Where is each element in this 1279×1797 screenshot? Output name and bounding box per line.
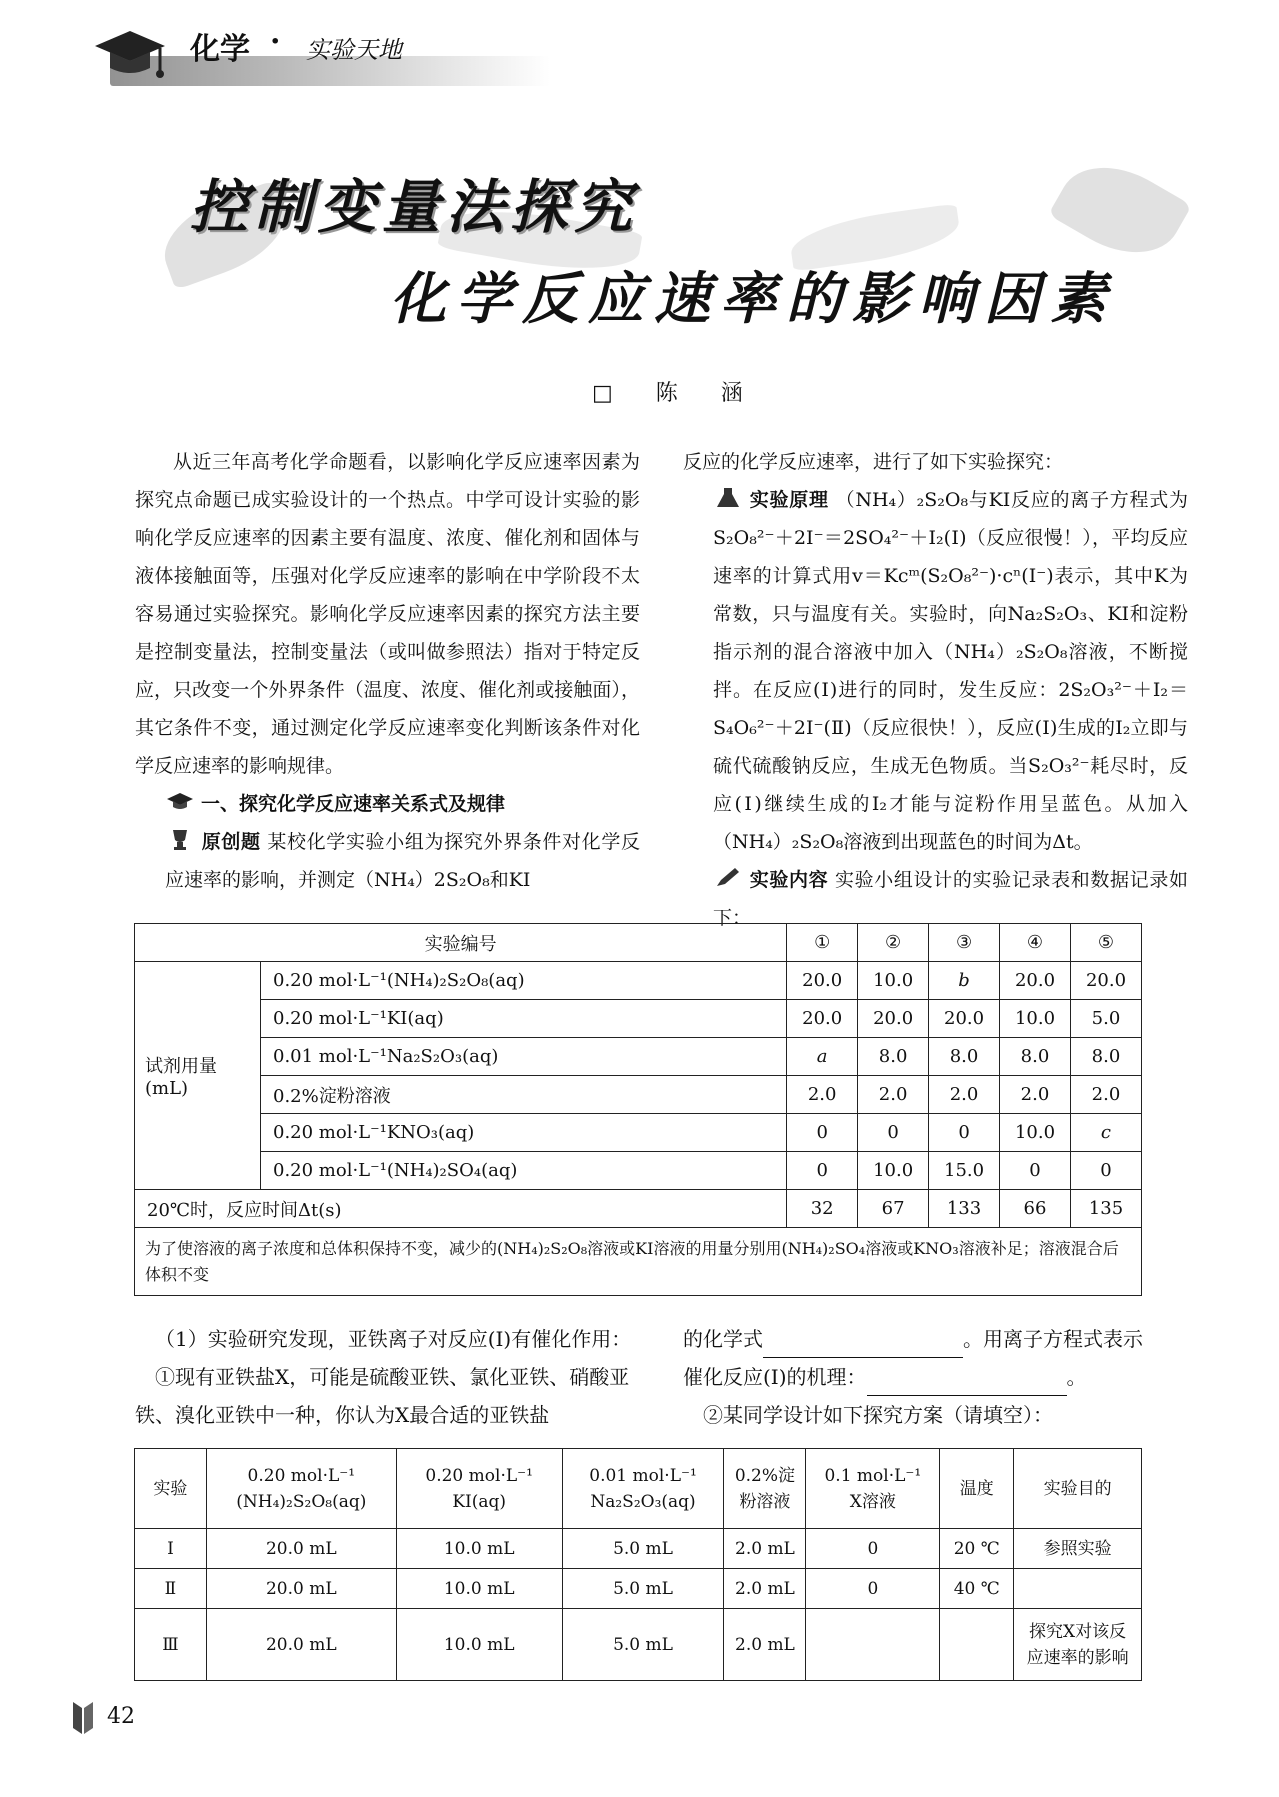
table-row — [135, 1609, 1142, 1681]
table-note: 为了使溶液的离子浓度和总体积保持不变，减少的(NH₄)₂S₂O₈溶液或KI溶液的用量分别用(NH₄)₂SO₄溶液或KNO₃溶液补足；溶液混合后体积不变 — [135, 1228, 1142, 1296]
answer-cell[interactable] — [940, 1609, 1014, 1681]
table-header-cell: 实验编号 — [135, 924, 787, 962]
question-line: 催化反应(Ⅰ)的机理： 。 — [683, 1358, 1188, 1396]
table-cell: 0 — [806, 1529, 940, 1569]
page-header — [90, 10, 1190, 100]
table-row — [135, 1569, 1142, 1609]
table-cell: 2.0 — [858, 1076, 929, 1114]
table-header-cell: ② — [858, 924, 929, 962]
table-cell: 5.0 mL — [562, 1609, 724, 1681]
table-header-cell: ⑤ — [1070, 924, 1141, 962]
table-cell: Ⅲ — [135, 1609, 207, 1681]
table-row — [135, 962, 1142, 1000]
problem-label: 原创题 — [201, 831, 261, 853]
table-cell: 20.0 mL — [206, 1529, 396, 1569]
table-cell: 8.0 — [1070, 1038, 1141, 1076]
author: □ 陈 涵 — [592, 381, 761, 406]
table-cell: 参照实验 — [1014, 1529, 1142, 1569]
table-cell: 0 — [787, 1114, 858, 1152]
intro-paragraph: 从近三年高考化学命题看，以影响化学反应速率因素为探究点命题已成实验设计的一个热点。中学可设计实验的影响化学反应速率的因素主要有温度、浓度、催化剂和固体与液体接触面等，压强对化学反应速率的影响在中学阶段不太容易通过实验探究。影响化学反应速率因素的探究方法主要是控制变量法，控制变量法（或叫做参照法）指对于特定反应，只改变一个外界条件（温度、浓度、催化剂或接触面），其它条件不变，通过测定化学反应速率变化判断该条件对化学反应速率的影响规律。 — [135, 451, 640, 777]
question-line: 的化学式 。用离子方程式表示 — [683, 1320, 1188, 1358]
table-note-row — [135, 1228, 1142, 1296]
table-cell: 2.0 — [1070, 1076, 1141, 1114]
table-cell: 2.0 — [1000, 1076, 1071, 1114]
table-cell: 20.0 — [1070, 962, 1141, 1000]
answer-blank-mechanism[interactable] — [867, 1372, 1067, 1396]
table-cell: 10.0 mL — [396, 1609, 562, 1681]
table-cell: 8.0 — [929, 1038, 1000, 1076]
header-separator: · — [270, 24, 281, 59]
reagent-name: 0.20 mol·L⁻¹(NH₄)₂S₂O₈(aq) — [261, 962, 787, 1000]
table-header-cell: ④ — [1000, 924, 1071, 962]
page-footer — [70, 1698, 135, 1736]
table-cell: c — [1070, 1114, 1141, 1152]
graduation-cap-icon — [165, 790, 195, 814]
table-cell: a — [787, 1038, 858, 1076]
table-cell: 15.0 — [929, 1152, 1000, 1190]
graduation-cap-icon — [90, 16, 170, 96]
table-header-cell: 0.20 mol·L⁻¹ (NH₄)₂S₂O₈(aq) — [206, 1449, 396, 1529]
table-header-cell: ③ — [929, 924, 1000, 962]
table-header-cell: 0.20 mol·L⁻¹ KI(aq) — [396, 1449, 562, 1529]
table-cell: 2.0 — [787, 1076, 858, 1114]
question-line: ①现有亚铁盐X，可能是硫酸亚铁、氯化亚铁、硝酸亚铁、溴化亚铁中一种，你认为X最合适的亚铁盐 — [135, 1365, 630, 1427]
trophy-icon — [165, 828, 195, 852]
left-column — [135, 443, 640, 899]
book-icon — [70, 1698, 96, 1736]
table-cell: 5.0 mL — [562, 1529, 724, 1569]
content-text: 实验小组设计的实验记录表和数据记录如下： — [713, 869, 1188, 929]
table-cell: 0 — [1070, 1152, 1141, 1190]
flask-icon — [713, 486, 743, 510]
table-cell: 0 — [929, 1114, 1000, 1152]
table-cell: 20.0 — [1000, 962, 1071, 1000]
table-cell: 10.0 — [1000, 1114, 1071, 1152]
table-row — [135, 1000, 1142, 1038]
experiment-data-table — [134, 923, 1142, 1296]
table-cell: 20.0 — [929, 1000, 1000, 1038]
content-label: 实验内容 — [749, 869, 829, 891]
table-cell: 20.0 mL — [206, 1569, 396, 1609]
answer-cell[interactable] — [1014, 1569, 1142, 1609]
table-cell: 8.0 — [1000, 1038, 1071, 1076]
table-header-cell: 0.2%淀粉溶液 — [724, 1449, 806, 1529]
table-header-cell: 实验 — [135, 1449, 207, 1529]
table-cell: 2.0 — [929, 1076, 1000, 1114]
reagent-group-label: 试剂用量(mL) — [135, 962, 261, 1190]
reagent-name: 0.2%淀粉溶液 — [261, 1076, 787, 1114]
table-cell: 67 — [858, 1190, 929, 1228]
pen-icon — [713, 866, 743, 890]
experiment-plan-table — [134, 1448, 1142, 1681]
title-line-2: 化学反应速率的影响因素 — [390, 267, 1116, 332]
table-row — [135, 1152, 1142, 1190]
question-line: ②某同学设计如下探究方案（请填空）： — [703, 1403, 1053, 1427]
table-header-cell: 温度 — [940, 1449, 1014, 1529]
table-row-time — [135, 1190, 1142, 1228]
section-name: 化学 — [190, 32, 250, 67]
table-cell: 探究X对该反应速率的影响 — [1014, 1609, 1142, 1681]
page-number: 42 — [107, 1704, 135, 1729]
reagent-name: 0.20 mol·L⁻¹(NH₄)₂SO₄(aq) — [261, 1152, 787, 1190]
problem-text: 某校化学实验小组为探究外界条件对化学反应速率的影响，并测定（NH₄）2S₂O₈和KI — [165, 831, 640, 891]
table-cell: 0 — [806, 1569, 940, 1609]
reagent-name: 0.20 mol·L⁻¹KI(aq) — [261, 1000, 787, 1038]
answer-blank-formula[interactable] — [763, 1334, 963, 1358]
section-heading-1: 一、探究化学反应速率关系式及规律 — [165, 785, 640, 823]
table-cell: 2.0 mL — [724, 1529, 806, 1569]
title-line-1: 控制变量法探究 — [190, 173, 639, 241]
table-header-cell: ① — [787, 924, 858, 962]
question-right — [683, 1320, 1188, 1434]
table-header-cell: 0.1 mol·L⁻¹ X溶液 — [806, 1449, 940, 1529]
reagent-name: 0.01 mol·L⁻¹Na₂S₂O₃(aq) — [261, 1038, 787, 1076]
time-label: 20℃时，反应时间Δt(s) — [135, 1190, 787, 1228]
table-cell: 32 — [787, 1190, 858, 1228]
table-cell: 10.0 — [858, 1152, 929, 1190]
table-cell: 2.0 mL — [724, 1609, 806, 1681]
table-cell: 20.0 — [858, 1000, 929, 1038]
table-cell: 2.0 mL — [724, 1569, 806, 1609]
subsection-name: 实验天地 — [306, 36, 402, 64]
table-row — [135, 1114, 1142, 1152]
principle-label: 实验原理 — [749, 489, 829, 511]
table-cell: 20.0 mL — [206, 1609, 396, 1681]
problem-intro — [165, 823, 640, 899]
table-cell: 20.0 — [787, 1000, 858, 1038]
table-cell: 0 — [787, 1152, 858, 1190]
table-cell: 20 ℃ — [940, 1529, 1014, 1569]
principle-text: （NH₄）₂S₂O₈与KI反应的离子方程式为S₂O₈²⁻＋2I⁻＝2SO₄²⁻＋I₂(Ⅰ)（反应很慢！），平均反应速率的计算式用v＝Kcᵐ(S₂O₈²⁻)·cⁿ(I⁻)表示，其中K为常数，只与温度有关。实验时，向Na₂S₂O₃、KI和淀粉指示剂的混合溶液中加入（NH₄）₂S₂O₈溶液，不断搅拌。在反应(Ⅰ)进行的同时，发生反应：2S₂O₃²⁻＋I₂＝S₄O₆²⁻＋2I⁻(Ⅱ)（反应很快！），反应(Ⅰ)生成的I₂立即与硫代硫酸钠反应，生成无色物质。当S₂O₃²⁻耗尽时，反应(Ⅰ)继续生成的I₂才能与淀粉作用呈蓝色。从加入（NH₄）₂S₂O₈溶液到出现蓝色的时间为Δt。 — [713, 489, 1188, 853]
table-cell: 10.0 — [1000, 1000, 1071, 1038]
table-cell: b — [929, 962, 1000, 1000]
table-cell: 10.0 — [858, 962, 929, 1000]
continuation-text: 反应的化学反应速率，进行了如下实验探究： — [683, 451, 1064, 473]
table-cell: 5.0 — [1070, 1000, 1141, 1038]
table-cell: 5.0 mL — [562, 1569, 724, 1609]
table-header-row — [135, 1449, 1142, 1529]
table-cell: 10.0 mL — [396, 1529, 562, 1569]
table-cell: 66 — [1000, 1190, 1071, 1228]
reagent-name: 0.20 mol·L⁻¹KNO₃(aq) — [261, 1114, 787, 1152]
table-header-row — [135, 924, 1142, 962]
table-cell: 10.0 mL — [396, 1569, 562, 1609]
table-cell: 133 — [929, 1190, 1000, 1228]
table-header-cell: 实验目的 — [1014, 1449, 1142, 1529]
table-row — [135, 1529, 1142, 1569]
right-column — [683, 443, 1188, 937]
principle-paragraph — [683, 481, 1188, 861]
answer-cell[interactable] — [806, 1609, 940, 1681]
table-cell: 135 — [1070, 1190, 1141, 1228]
question-line: （1）实验研究发现，亚铁离子对反应(Ⅰ)有催化作用： — [155, 1327, 632, 1351]
table-cell: 0 — [1000, 1152, 1071, 1190]
table-cell: 0 — [858, 1114, 929, 1152]
table-cell: 20.0 — [787, 962, 858, 1000]
table-cell: Ⅱ — [135, 1569, 207, 1609]
table-row — [135, 1038, 1142, 1076]
table-cell: Ⅰ — [135, 1529, 207, 1569]
table-header-cell: 0.01 mol·L⁻¹ Na₂S₂O₃(aq) — [562, 1449, 724, 1529]
table-cell: 40 ℃ — [940, 1569, 1014, 1609]
table-row — [135, 1076, 1142, 1114]
question-left — [135, 1320, 645, 1434]
table-cell: 8.0 — [858, 1038, 929, 1076]
